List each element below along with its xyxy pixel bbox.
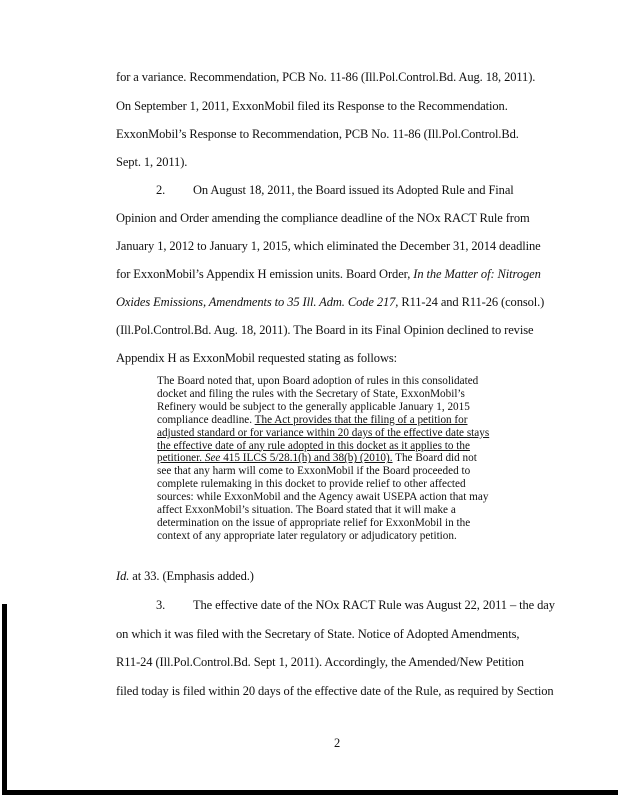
quote-line: Refinery would be subject to the generally applicable January 1, 2015	[157, 400, 470, 413]
body-line: on which it was filed with the Secretary of State. Notice of Adopted Amendments,	[116, 627, 520, 641]
quote-line: determination on the issue of appropriate relief for ExxonMobil in the	[157, 516, 471, 529]
emphasized-text: 415 ILCS 5/28.1(h) and 38(b) (2010).	[220, 452, 393, 465]
quote-line: affect ExxonMobil’s situation. The Board stated that it will make a	[157, 504, 456, 517]
emphasized-text: The Act provides that the filing of a petition for	[254, 413, 468, 426]
body-line: for a variance. Recommendation, PCB No. 11-86 (Ill.Pol.Control.Bd. Aug. 18, 2011).	[116, 70, 536, 84]
case-title: In the Matter of: Nitrogen	[413, 267, 541, 281]
emphasized-text: petitioner.	[157, 452, 205, 465]
emphasized-quote-line: the effective date of any rule adopted in this docket as it applies to the	[157, 439, 470, 452]
quote-line	[157, 414, 502, 427]
quote-line: complete rulemaking in this docket to provide relief to other affected	[157, 478, 466, 491]
emphasized-quote-line: adjusted standard or for variance within 20 days of the effective date stays	[157, 426, 490, 439]
quote-line: docket and filing the rules with the Secretary of State, ExxonMobil’s	[157, 387, 465, 400]
quote-line: The Board noted that, upon Board adoption of rules in this consolidated	[157, 375, 479, 387]
signal-see: See	[204, 452, 221, 465]
quote-line: sources: while ExxonMobil and the Agency await USEPA action that may	[157, 491, 489, 504]
body-text: for ExxonMobil’s Appendix H emission units. Board Order,	[116, 267, 414, 281]
body-line: Appendix H as ExxonMobil requested stating as follows:	[116, 351, 398, 365]
body-line: ExxonMobil’s Response to Recommendation, PCB No. 11-86 (Ill.Pol.Control.Bd.	[116, 127, 519, 141]
paragraph-number: 3.	[156, 598, 166, 612]
quote-text: compliance deadline.	[157, 413, 255, 426]
body-line: January 1, 2012 to January 1, 2015, which eliminated the December 31, 2014 deadline	[116, 239, 541, 253]
block-quote	[157, 375, 502, 543]
body-line: The effective date of the NOx RACT Rule was August 22, 2011 – the day	[193, 598, 555, 612]
citation-id: Id.	[116, 569, 130, 583]
paragraph-number: 2.	[156, 183, 166, 197]
page-number: 2	[334, 736, 341, 750]
body-line: filed today is filed within 20 days of the effective date of the Rule, as required by Section	[116, 684, 554, 698]
body-line: R11-24 (Ill.Pol.Control.Bd. Sept 1, 2011). Accordingly, the Amended/New Petition	[116, 655, 524, 669]
body-line: Opinion and Order amending the compliance deadline of the NOx RACT Rule from	[116, 211, 530, 225]
scan-edge-left	[2, 604, 7, 790]
body-line: (Ill.Pol.Control.Bd. Aug. 18, 2011). The Board in its Final Opinion declined to revise	[116, 323, 534, 337]
body-text: R11-24 and R11-26 (consol.)	[398, 295, 545, 309]
scan-edge-bottom	[2, 790, 618, 795]
body-line: Sept. 1, 2011).	[116, 155, 188, 169]
quote-line	[157, 452, 502, 465]
body-line	[116, 267, 541, 281]
body-line: On September 1, 2011, ExxonMobil filed its Response to the Recommendation.	[116, 99, 508, 113]
case-title: Oxides Emissions, Amendments to 35 Ill. Adm. Code 217,	[116, 295, 399, 309]
body-line: On August 18, 2011, the Board issued its Adopted Rule and Final	[193, 183, 514, 197]
citation-line	[116, 569, 254, 583]
body-line	[116, 295, 544, 309]
citation-text: at 33. (Emphasis added.)	[129, 569, 254, 583]
quote-line: see that any harm will come to ExxonMobil if the Board proceeded to	[157, 465, 471, 478]
quote-line: context of any appropriate later regulatory or adjudicatory petition.	[157, 529, 457, 542]
quote-text: The Board did not	[392, 452, 477, 465]
